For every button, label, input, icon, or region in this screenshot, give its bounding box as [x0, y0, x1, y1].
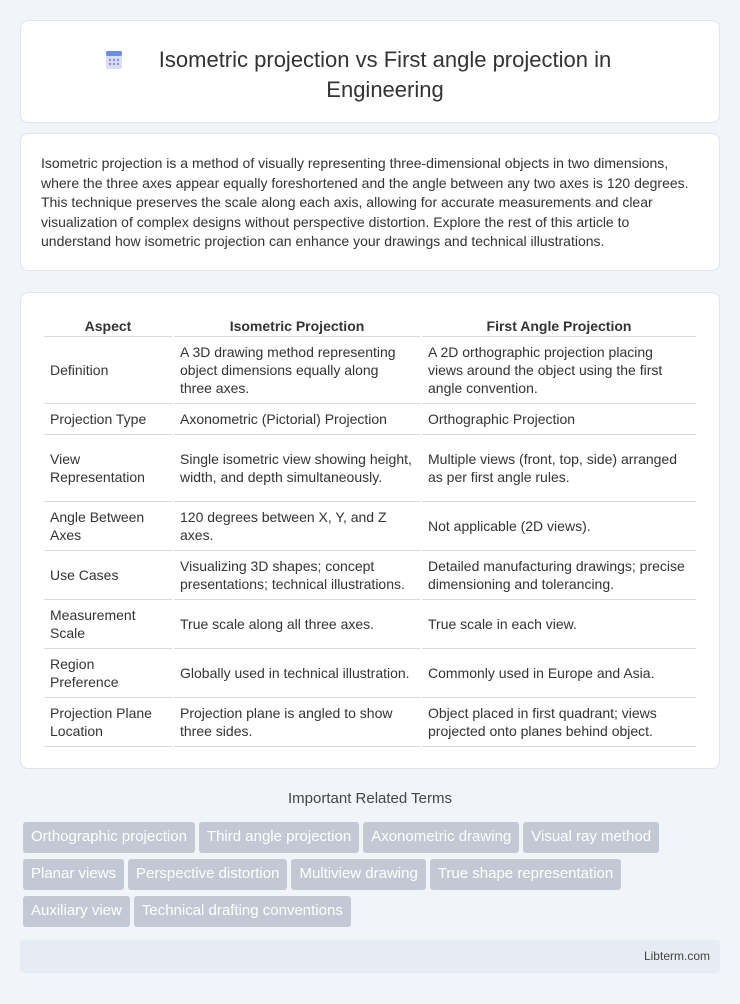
cell-first-angle: Orthographic Projection	[422, 404, 696, 435]
related-term-tag[interactable]: Planar views	[23, 859, 124, 890]
cell-first-angle: Commonly used in Europe and Asia.	[422, 649, 696, 698]
document-icon	[103, 49, 125, 71]
cell-first-angle: Detailed manufacturing drawings; precise dimensioning and tolerancing.	[422, 551, 696, 600]
table-row	[44, 337, 696, 404]
cell-aspect: Use Cases	[44, 551, 172, 600]
cell-first-angle: A 2D orthographic projection placing views around the object using the first angle convention.	[422, 337, 696, 404]
related-term-tag[interactable]: Perspective distortion	[128, 859, 287, 890]
table-row	[44, 502, 696, 551]
comparison-card	[20, 292, 720, 769]
related-term-tag[interactable]: Visual ray method	[523, 822, 659, 853]
intro-card	[20, 133, 720, 271]
cell-first-angle: Multiple views (front, top, side) arranged as per first angle rules.	[422, 435, 696, 502]
cell-isometric: Visualizing 3D shapes; concept presentations; technical illustrations.	[174, 551, 420, 600]
cell-isometric: A 3D drawing method representing object dimensions equally along three axes.	[174, 337, 420, 404]
footer-brand-link[interactable]: Libterm.com	[643, 949, 710, 963]
cell-isometric: Globally used in technical illustration.	[174, 649, 420, 698]
related-term-tag[interactable]: Axonometric drawing	[363, 822, 519, 853]
cell-aspect: Measurement Scale	[44, 600, 172, 649]
cell-first-angle: Not applicable (2D views).	[422, 502, 696, 551]
header-first-angle: First Angle Projection	[422, 315, 696, 337]
cell-isometric: Axonometric (Pictorial) Projection	[174, 404, 420, 435]
cell-aspect: View Representation	[44, 435, 172, 502]
table-header-row	[44, 315, 696, 337]
related-terms-list	[23, 822, 723, 933]
footer	[20, 940, 720, 973]
related-term-tag[interactable]: Multiview drawing	[291, 859, 425, 890]
related-term-tag[interactable]: Orthographic projection	[23, 822, 195, 853]
related-terms-title: Important Related Terms	[288, 790, 452, 807]
table-row	[44, 435, 696, 502]
cell-aspect: Angle Between Axes	[44, 502, 172, 551]
related-term-tag[interactable]: Technical drafting conventions	[134, 896, 351, 927]
cell-aspect: Region Preference	[44, 649, 172, 698]
table-row	[44, 698, 696, 747]
cell-isometric: True scale along all three axes.	[174, 600, 420, 649]
cell-first-angle: True scale in each view.	[422, 600, 696, 649]
cell-isometric: Projection plane is angled to show three sides.	[174, 698, 420, 747]
cell-aspect: Projection Plane Location	[44, 698, 172, 747]
header-isometric: Isometric Projection	[174, 315, 420, 337]
table-row	[44, 600, 696, 649]
cell-aspect: Projection Type	[44, 404, 172, 435]
related-term-tag[interactable]: Third angle projection	[199, 822, 359, 853]
related-term-tag[interactable]: True shape representation	[430, 859, 621, 890]
header-aspect: Aspect	[44, 315, 172, 337]
cell-isometric: 120 degrees between X, Y, and Z axes.	[174, 502, 420, 551]
intro-paragraph: Isometric projection is a method of visually representing three-dimensional objects in two dimensions, where the three axes appear equally foreshortened and the angle between any two axes is 120 degrees. This technique preserves the scale along each axis, allowing for accurate measurements and clear visualization of complex designs without perspective distortion. Explore the rest of this article to understand how isometric projection can enhance your drawings and technical illustrations.	[41, 155, 689, 249]
title-card	[20, 20, 720, 123]
cell-first-angle: Object placed in first quadrant; views projected onto planes behind object.	[422, 698, 696, 747]
table-row	[44, 404, 696, 435]
related-term-tag[interactable]: Auxiliary view	[23, 896, 130, 927]
table-row	[44, 551, 696, 600]
cell-isometric: Single isometric view showing height, width, and depth simultaneously.	[174, 435, 420, 502]
table-row	[44, 649, 696, 698]
cell-aspect: Definition	[44, 337, 172, 404]
title-wrap	[21, 45, 719, 105]
page-title: Isometric projection vs First angle projection in Engineering	[158, 47, 612, 102]
comparison-table	[42, 315, 698, 747]
